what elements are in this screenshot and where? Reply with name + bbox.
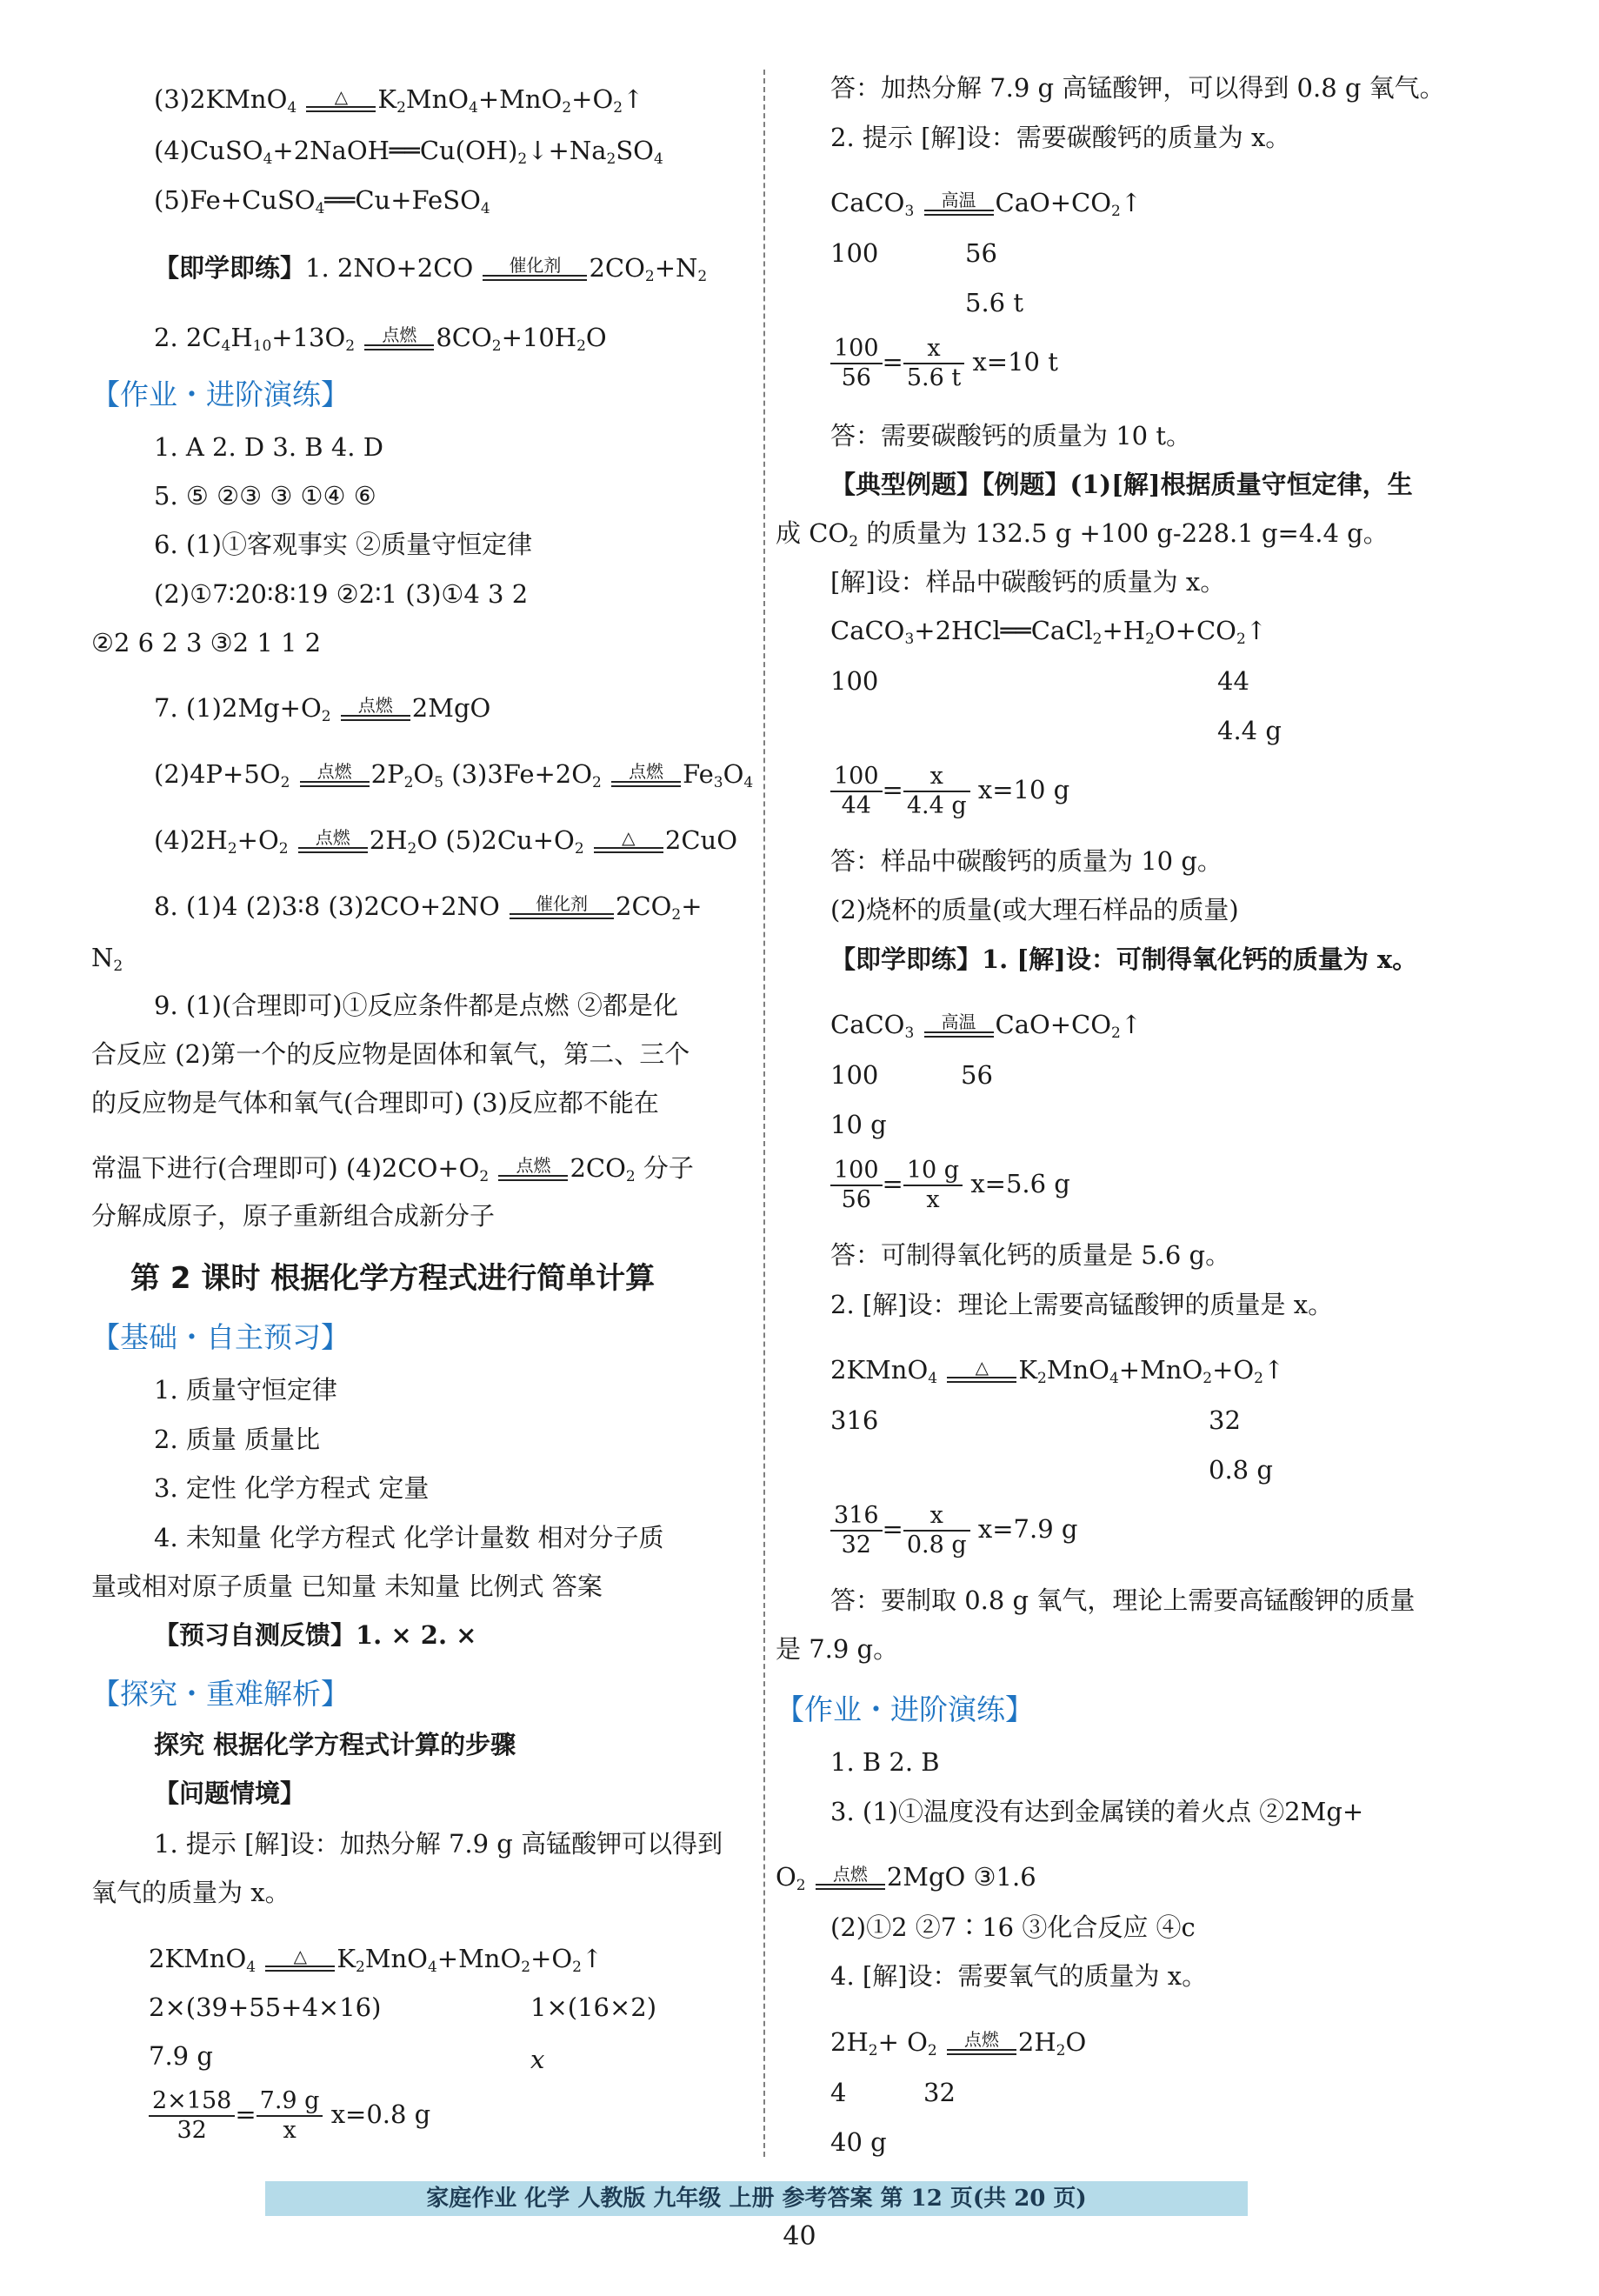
jx1-given: 10 g xyxy=(830,1110,887,1139)
hw-7-1: 7. $(1)2Mg+O_2$ 点燃 2MgO xyxy=(154,693,491,725)
hw-6c: ②2 6 2 3 ③2 1 1 2 xyxy=(91,628,322,657)
q1-a: 1. 提示 [解]设：加热分解 7.9 g 高锰酸钾可以得到 xyxy=(154,1829,723,1859)
jx1-m1: 100 xyxy=(830,1060,879,1090)
page-number: 40 xyxy=(783,2221,816,2252)
q2-m1: 100 xyxy=(830,238,879,268)
hw-9c: 的反应物是气体和氧气(合理即可) (3)反应都不能在 xyxy=(91,1088,659,1118)
h1-2: 1. B 2. B xyxy=(830,1747,940,1777)
hw-8: 8. (1)4 (2)3∶8 (3)2CO+2NO 催化剂 $2CO_2+$ xyxy=(154,891,703,924)
eq-fe: (5)Fe+CuSO$_4$══Cu+FeSO$_4$ xyxy=(154,185,490,217)
section-basic: 【基础・自主预习】 xyxy=(91,1320,350,1354)
pre-4b: 量或相对原子质量 已知量 未知量 比例式 答案 xyxy=(91,1572,603,1601)
jixue-1: 【即学即练】1. 2NO+2CO 催化剂 $2CO_2+N_2$ xyxy=(154,253,708,285)
hw-6b: (2)①7∶20∶8∶19 ②2∶1 (3)①4 3 2 xyxy=(154,579,529,609)
hw-5: 5. ⑤ ②③ ③ ①④ ⑥ xyxy=(154,481,376,511)
hw-9d: 常温下进行(合理即可) $(4)2CO+O_2$ 点燃 $2CO_2$ 分子 xyxy=(91,1153,694,1185)
q1-mass1: 2×(39+55+4×16) xyxy=(149,1992,382,2022)
hw-7-4: $(4)2H_2+O_2$ 点燃 $2H_2O$ $(5)2Cu+O_2$ △ 2CuO xyxy=(154,825,737,858)
q2-given: 5.6 t xyxy=(965,288,1023,317)
typ-given: 4.4 g xyxy=(1217,716,1282,745)
typ-m1: 100 xyxy=(830,666,879,696)
typ-proportion: $\frac{100}{44}$ = $\frac{x}{4.4 g}$ x=10 g xyxy=(830,763,1069,820)
hw-7-2: $(2)4P+5O_2$ 点燃 $2P_2O_5$ $(3)3Fe+2O_2$ 点燃 $Fe_3O_4$ xyxy=(154,759,754,791)
column-divider xyxy=(763,70,765,2157)
eq-cuso4: $(4)CuSO_4+2NaOH══Cu(OH)_2↓+Na_2SO_4$ xyxy=(154,136,663,168)
h4-given: 40 g xyxy=(830,2127,887,2157)
section-homework-2: 【作业・进阶演练】 xyxy=(776,1692,1034,1726)
pre-feedback: 【预习自测反馈】1. × 2. × xyxy=(154,1620,477,1650)
q1-b: 氧气的质量为 x。 xyxy=(91,1878,290,1907)
pre-4a: 4. 未知量 化学方程式 化学计量数 相对分子质 xyxy=(154,1523,664,1552)
q1-mass2: 1×(16×2) xyxy=(530,1992,657,2022)
hw-8-n2: $N_2$ xyxy=(91,943,123,975)
ans2: 答：需要碳酸钙的质量为 10 t。 xyxy=(830,421,1191,451)
jx2: 2. [解]设：理论上需要高锰酸钾的质量是 x。 xyxy=(830,1290,1334,1319)
typical-a: 【典型例题】【例题】(1)[解]根据质量守恒定律，生 xyxy=(830,470,1413,499)
lesson-title: 第 2 课时 根据化学方程式进行简单计算 xyxy=(130,1261,656,1296)
q2-m2: 56 xyxy=(965,238,997,268)
typical-b: 成 $CO_2$ 的质量为 132.5 g +100 g-228.1 g=4.4 g。 xyxy=(776,518,1389,551)
hw-9a: 9. (1)(合理即可)①反应条件都是点燃 ②都是化 xyxy=(154,991,678,1020)
typical-eq: $CaCO_3+2HCl══CaCl_2+H_2O+CO_2↑$ xyxy=(830,616,1268,648)
h4-m2: 32 xyxy=(923,2078,956,2107)
jx1-eq: CaCO$_3$ 高温 $CaO+CO_2↑$ xyxy=(830,1010,1143,1042)
h3b: $O_2$ 点燃 2MgO ③1.6 xyxy=(776,1862,1036,1894)
typ-m2: 44 xyxy=(1217,666,1249,696)
ans5a: 答：要制取 0.8 g 氧气，理论上需要高锰酸钾的质量 xyxy=(830,1585,1416,1615)
jx2-m2: 32 xyxy=(1209,1405,1241,1435)
jx1-m2: 56 xyxy=(961,1060,993,1090)
pre-2: 2. 质量 质量比 xyxy=(154,1425,321,1454)
pre-3: 3. 定性 化学方程式 定量 xyxy=(154,1473,430,1503)
hw-9b: 合反应 (2)第一个的反应物是固体和氧气，第二、三个 xyxy=(91,1039,690,1069)
jx1: 【即学即练】1. [解]设：可制得氧化钙的质量为 x。 xyxy=(830,944,1418,974)
ans4: 答：可制得氧化钙的质量是 5.6 g。 xyxy=(830,1240,1231,1270)
jx2-m1: 316 xyxy=(830,1405,879,1435)
q1-proportion: $\frac{2\times 158}{32}$ = $\frac{7.9 g}{x}$ x=0.8 g xyxy=(149,2087,430,2145)
h3a: 3. (1)①温度没有达到金属镁的着火点 ②2Mg+ xyxy=(830,1797,1364,1826)
footer-banner: 家庭作业 化学 人教版 九年级 上册 参考答案 第 12 页(共 20 页) xyxy=(265,2181,1248,2216)
jx2-given: 0.8 g xyxy=(1209,1455,1273,1485)
ans3: 答：样品中碳酸钙的质量为 10 g。 xyxy=(830,846,1223,876)
h4-eq: $2H_2+ O_2$ 点燃 $2H_2O$ xyxy=(830,2027,1087,2059)
jx2-eq: 2KMnO$_4$ △ $K_2MnO_4+MnO_2+O_2↑$ xyxy=(830,1355,1285,1387)
explore-title: 探究 根据化学方程式计算的步骤 xyxy=(154,1730,516,1759)
h3c: (2)①2 ②7∶16 ③化合反应 ④c xyxy=(830,1912,1196,1942)
q1-x: x xyxy=(530,2045,545,2074)
hw-1-4: 1. A 2. D 3. B 4. D xyxy=(154,432,383,462)
eq-kmno4: (3)2KMnO$_4$ △ $K_2MnO_4+MnO_2+O_2↑$ xyxy=(154,84,644,117)
ans5b: 是 7.9 g。 xyxy=(776,1634,899,1664)
q1-given: 7.9 g xyxy=(149,2041,213,2071)
q2-proportion: $\frac{100}{56}$ = $\frac{x}{5.6 t}$ x=10 t xyxy=(830,335,1058,392)
h4-m1: 4 xyxy=(830,2078,847,2107)
h4: 4. [解]设：需要氧气的质量为 x。 xyxy=(830,1961,1208,1991)
typical-c: [解]设：样品中碳酸钙的质量为 x。 xyxy=(830,567,1226,597)
typical-d: (2)烧杯的质量(或大理石样品的质量) xyxy=(830,895,1239,924)
jixue-2: 2. $2C_4H_{10}+13O_2$ 点燃 $8CO_2+10H_2O$ xyxy=(154,323,607,355)
jx2-proportion: $\frac{316}{32}$ = $\frac{x}{0.8 g}$ x=7.9 g xyxy=(830,1502,1077,1559)
section-homework: 【作业・进阶演练】 xyxy=(91,377,350,411)
ans1: 答：加热分解 7.9 g 高锰酸钾，可以得到 0.8 g 氧气。 xyxy=(830,73,1445,103)
hw-9e: 分解成原子，原子重新组合成新分子 xyxy=(91,1201,496,1231)
hw-6a: 6. (1)①客观事实 ②质量守恒定律 xyxy=(154,530,533,559)
q1-eq: 2KMnO$_4$ △ $K_2MnO_4+MnO_2+O_2↑$ xyxy=(149,1944,603,1976)
q2: 2. 提示 [解]设：需要碳酸钙的质量为 x。 xyxy=(830,123,1291,152)
section-explore: 【探究・重难解析】 xyxy=(91,1677,350,1711)
pre-1: 1. 质量守恒定律 xyxy=(154,1375,337,1405)
jx1-proportion: $\frac{100}{56}$ = $\frac{10 g}{x}$ x=5.6 g xyxy=(830,1157,1070,1214)
q2-eq: CaCO$_3$ 高温 $CaO+CO_2↑$ xyxy=(830,188,1143,220)
problem-tag: 【问题情境】 xyxy=(154,1779,306,1808)
